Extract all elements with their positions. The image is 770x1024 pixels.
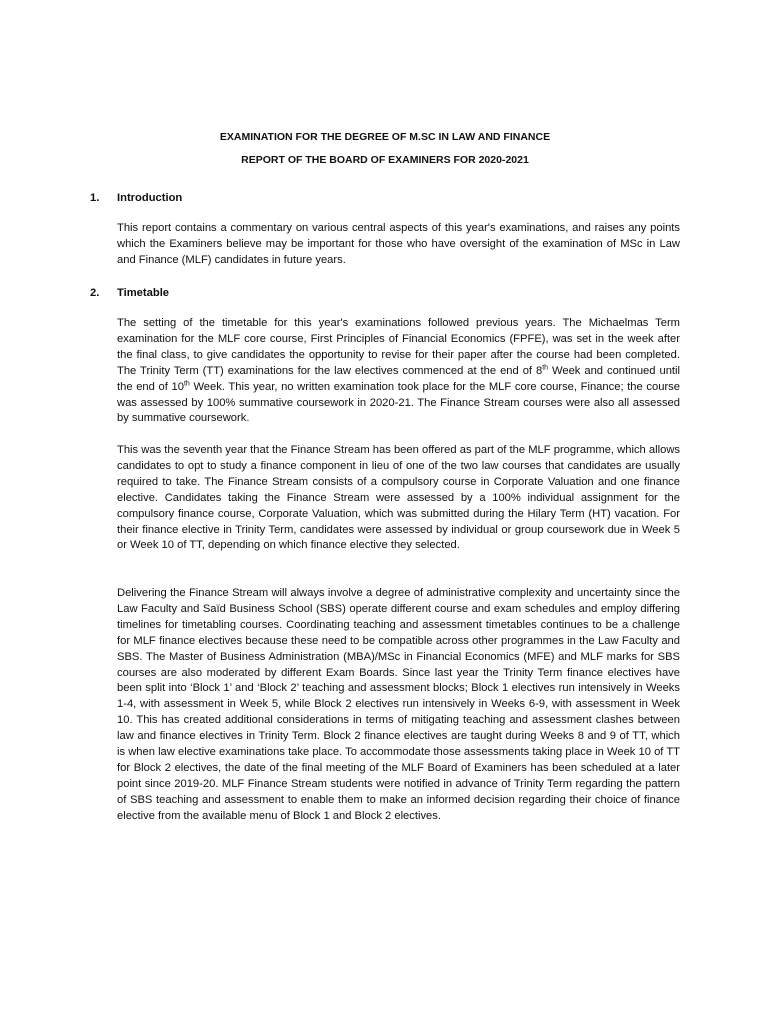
paragraph-text: Week. This year, no written examination took place for the MLF core course, Finance; the course was assessed by 100% summative coursework in 2020-21. The Finance Stream courses were also all assessed by summative coursework. (117, 380, 680, 425)
paragraph-text: The setting of the timetable for this year's examinations followed previous years. The Michaelmas Term examination for the MLF core course, First Principles of Financial Economics (FPFE), was set in the week after the final class, to give candidates the opportunity to revise for their paper after the course had been completed. The Trinity Term (TT) examinations for the law electives commenced at the end of 8 (117, 317, 680, 377)
section-number: 2. (90, 287, 100, 299)
paragraph-text: Week and continued until the end of 10 (117, 364, 680, 393)
timetable-paragraph-1 (117, 316, 680, 427)
timetable-paragraph-3: Delivering the Finance Stream will always involve a degree of administrative complexity and uncertainty since the Law Faculty and Saïd Business School (SBS) operate different course and exam schedules and employ differing timelines for timetabling courses. Coordinating teaching and assessment timetables continues to be a challenge for MLF finance electives because these need to be compatible across other programmes in the Law Faculty and SBS. The Master of Business Administration (MBA)/MSc in Financial Economics (MFE) and MLF marks for SBS courses are also moderated by different Exam Boards. Since last year the Trinity Term finance electives have been split into ‘Block 1’ and ‘Block 2’ teaching and assessment blocks; Block 1 electives run intensively in Weeks 1-4, with assessment in Week 5, while Block 2 electives run intensively in Weeks 6-9, with assessment in Week 10. This has created additional considerations in terms of mitigating teaching and assessment clashes between law and finance electives in Trinity Term. Block 2 finance electives are taught during Weeks 8 and 9 of TT, which is when law elective examinations take place. To accommodate those assessments taking place in Week 10 of TT for Block 2 electives, the date of the final meeting of the MLF Board of Examiners has been scheduled at a later point since 2019-20. MLF Finance Stream students were notified in advance of Trinity Term regarding the pattern of SBS teaching and assessment to enable them to make an informed decision regarding their choice of finance elective from the available menu of Block 1 and Block 2 electives. (117, 587, 680, 822)
introduction-paragraph: This report contains a commentary on various central aspects of this year's examinations, and raises any points which the Examiners believe may be important for those who have oversight of the examination of MSc in Law and Finance (MLF) candidates in future years. (117, 222, 680, 266)
document-title: EXAMINATION FOR THE DEGREE OF M.SC IN LAW AND FINANCE (219, 131, 551, 143)
timetable-paragraph-2: This was the seventh year that the Finance Stream has been offered as part of the MLF programme, which allows candidates to opt to study a finance component in lieu of one of the two law courses that candidates are usually required to take. The Finance Stream consists of a compulsory course in Corporate Valuation and one finance elective. Candidates taking the Finance Stream were assessed by a 100% individual assignment for the compulsory finance course, Corporate Valuation, which was submitted during the Hilary Term (HT) vacation. For their finance elective in Trinity Term, candidates were assessed by individual or group coursework due in Week 5 or Week 10 of TT, depending on which finance elective they selected. (117, 444, 680, 552)
section-number: 1. (90, 192, 100, 204)
section-title: Timetable (117, 287, 170, 299)
section-heading-introduction (90, 192, 182, 204)
section-title: Introduction (117, 192, 183, 204)
document-subtitle: REPORT OF THE BOARD OF EXAMINERS FOR 2020-2021 (241, 154, 529, 166)
ordinal-suffix: th (542, 363, 549, 371)
section-heading-timetable (90, 287, 169, 299)
ordinal-suffix: th (183, 379, 190, 387)
